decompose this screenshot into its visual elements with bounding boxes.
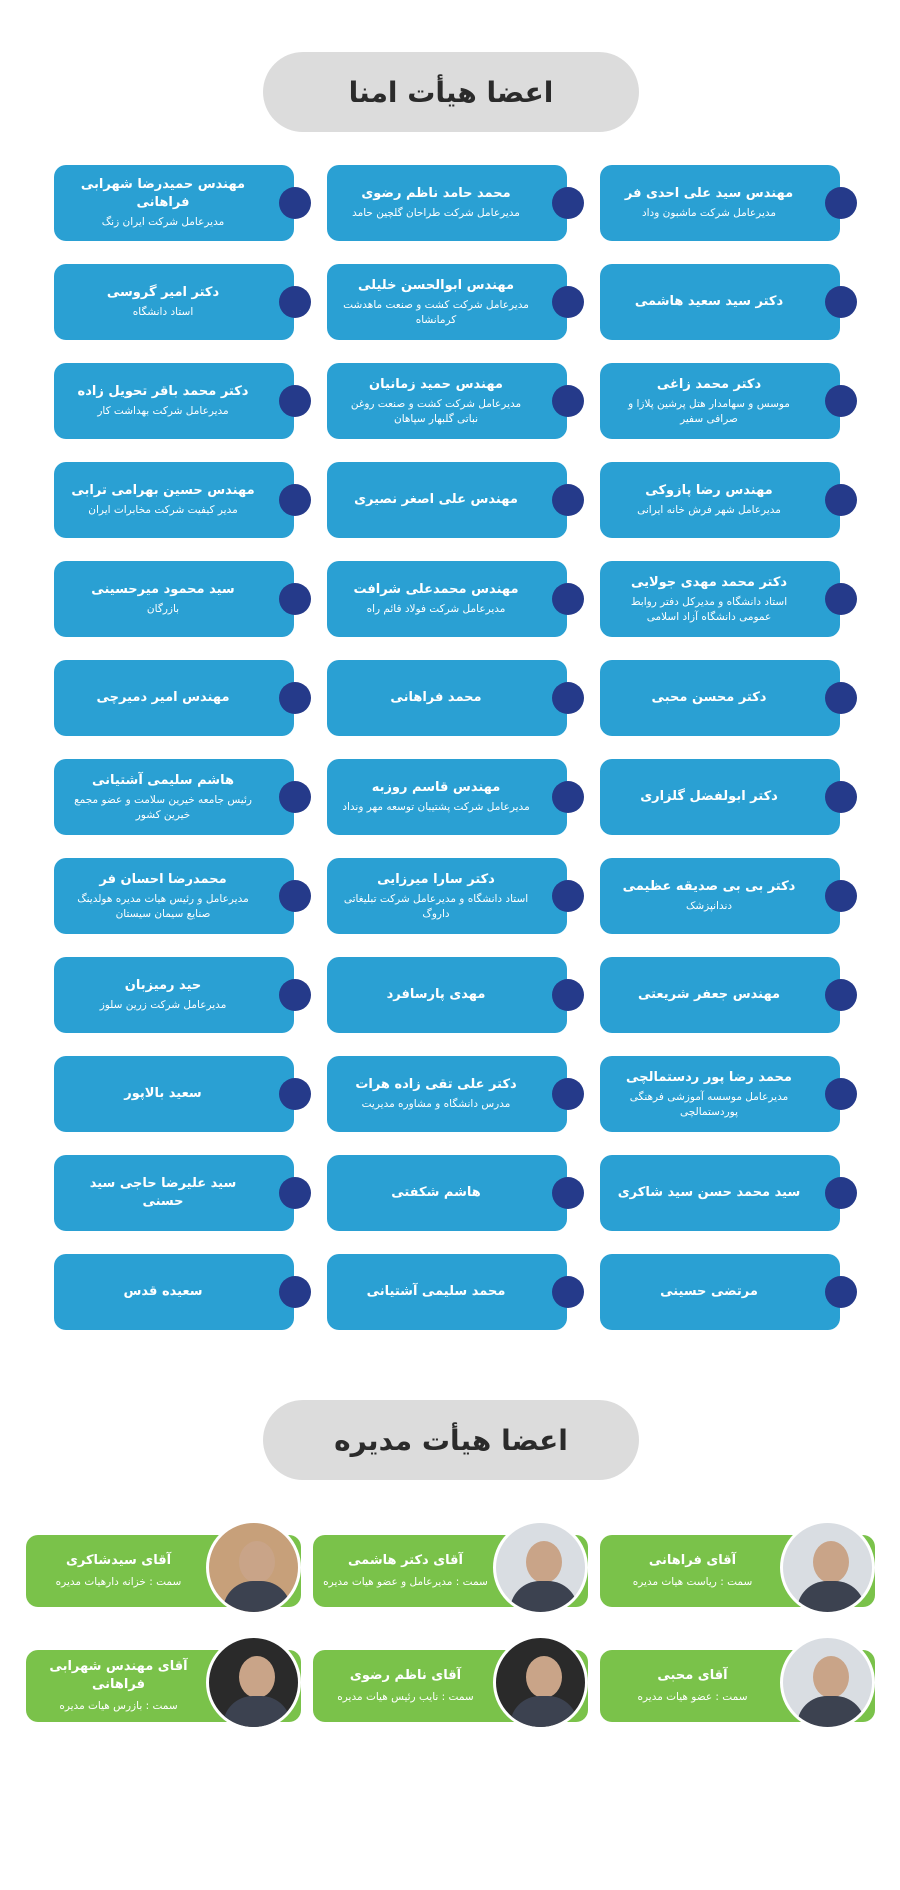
bullet-dot-icon: [552, 682, 584, 714]
board-member-name: آقای سیدشاکری: [65, 1553, 172, 1568]
trustee-name: محمد فراهانی: [390, 690, 482, 705]
bullet-dot-icon: [552, 385, 584, 417]
bullet-dot-icon: [825, 1177, 857, 1209]
trustee-card: [327, 561, 567, 637]
bullet-dot-icon: [279, 583, 311, 615]
trustee-card: [327, 858, 567, 934]
board-member-card: [313, 1635, 588, 1730]
trustee-role: مدیرعامل شرکت کشت و صنعت روغن نباتی گلبهار سپاهان: [350, 397, 522, 425]
board-member-card: [600, 1635, 875, 1730]
trustee-role: رئیس جامعه خیرین سلامت و عضو مجمع خیرین کشور: [74, 793, 252, 821]
bullet-dot-icon: [279, 880, 311, 912]
bullet-dot-icon: [279, 187, 311, 219]
bullet-dot-icon: [825, 385, 857, 417]
trustee-role: استاد دانشگاه و مدیرکل دفتر روابط عمومی دانشگاه آزاد اسلامی: [630, 595, 788, 623]
board-member-name: آقای دکتر هاشمی: [348, 1553, 463, 1568]
bullet-dot-icon: [825, 979, 857, 1011]
trustee-card: [54, 1254, 294, 1330]
board-member-name: آقای فراهانی: [648, 1553, 737, 1568]
board-member-card: [26, 1635, 301, 1730]
trustee-card: [54, 561, 294, 637]
trustee-card: [600, 363, 840, 439]
portrait-head-shape: [813, 1656, 849, 1698]
board-member-role: سمت : خزانه دارهیات مدیره: [55, 1576, 182, 1588]
trustee-name: دکتر علی تقی زاده هرات: [355, 1077, 517, 1092]
trustee-name: هاشم سلیمی آشتیانی: [92, 772, 234, 788]
board-member-photo: [493, 1635, 588, 1730]
portrait-body-shape: [223, 1581, 291, 1615]
trustee-card: [600, 759, 840, 835]
bullet-dot-icon: [279, 484, 311, 516]
bullet-dot-icon: [825, 286, 857, 318]
bullet-dot-icon: [552, 1177, 584, 1209]
trustee-name: محمد حامد ناظم رضوی: [361, 186, 511, 201]
board-member-photo: [206, 1520, 301, 1615]
bullet-dot-icon: [279, 979, 311, 1011]
bullet-dot-icon: [279, 1078, 311, 1110]
trustee-name: سید محمود میرحسینی: [91, 582, 235, 597]
board-member-photo: [206, 1635, 301, 1730]
trustee-role: استاد دانشگاه و مدیرعامل شرکت تبلیغاتی داروگ: [343, 892, 529, 920]
trustee-name: دکتر سارا میرزایی: [377, 871, 495, 887]
trustee-name: دکتر بی بی صدیقه عظیمی: [622, 879, 796, 894]
trustee-name: مهندس سید علی احدی فر: [624, 186, 794, 201]
board-member-name: آقای مهندس شهرابی فراهانی: [49, 1659, 188, 1692]
bullet-dot-icon: [552, 1078, 584, 1110]
portrait-head-shape: [526, 1541, 562, 1583]
trustee-card: [327, 462, 567, 538]
trustee-name: مهندس ابوالحسن خلیلی: [358, 277, 514, 293]
board-member-photo: [780, 1520, 875, 1615]
trustee-name: مرتضی حسینی: [660, 1284, 758, 1299]
trustee-role: مدیرعامل شرکت پشتیبان توسعه مهر ونداد: [342, 801, 530, 813]
bullet-dot-icon: [552, 484, 584, 516]
trustee-name: دکتر محسن محبی: [651, 690, 767, 705]
trustee-name: حید رمیزبان: [124, 978, 202, 993]
trustee-name: مهدی پارسافرد: [386, 987, 486, 1002]
trustee-card: [600, 858, 840, 934]
trustee-role: بازرگان: [146, 603, 180, 615]
trustee-role: مدیرعامل موسسه آموزشی فرهنگی پوردستمالچی: [629, 1090, 789, 1118]
bullet-dot-icon: [552, 187, 584, 219]
trustee-card: [600, 561, 840, 637]
trustee-card: [54, 858, 294, 934]
board-member-role: سمت : نایب رئیس هیات مدیره: [337, 1691, 474, 1703]
trustee-name: محمد سلیمی آشتیانی: [366, 1284, 506, 1299]
trustee-name: هاشم شکفتی: [391, 1185, 481, 1200]
trustee-name: دکتر محمد زاغی: [656, 376, 762, 392]
trustee-card: [327, 1056, 567, 1132]
trustee-name: مهندس حمید زمانیان: [369, 376, 503, 392]
trustee-name: محمدرضا احسان فر: [99, 871, 227, 887]
trustee-role: موسس و سهامدار هتل پرشین پلازا و صرافی سفیر: [628, 397, 790, 425]
trustee-name: دکتر امیر گروسی: [106, 285, 220, 300]
trustee-card: [54, 660, 294, 736]
bullet-dot-icon: [825, 583, 857, 615]
bullet-dot-icon: [279, 385, 311, 417]
trustee-card: [600, 1056, 840, 1132]
trustee-name: مهندس محمدعلی شرافت: [353, 582, 519, 597]
trustee-role: مدیرعامل شرکت زرین سلوز: [99, 999, 227, 1011]
trustee-name: دکتر سید سعید هاشمی: [634, 294, 784, 309]
bullet-dot-icon: [279, 286, 311, 318]
trustee-role: مدیرعامل شرکت کشت و صنعت ماهدشت کرمانشاه: [343, 298, 529, 326]
board-member-card: [600, 1520, 875, 1615]
trustee-name: سید علیرضا حاجی سید حسنی: [89, 1176, 237, 1209]
trustee-card: [600, 1155, 840, 1231]
trustee-card: [600, 462, 840, 538]
trustee-card: [600, 957, 840, 1033]
trustee-card: [327, 1254, 567, 1330]
bullet-dot-icon: [552, 781, 584, 813]
trustee-role: مدیرعامل شرکت ایران زنگ: [101, 216, 225, 228]
trustee-name: مهندس علی اصغر نصیری: [354, 492, 518, 507]
bullet-dot-icon: [825, 682, 857, 714]
board-member-card: [313, 1520, 588, 1615]
trustee-role: مدیرعامل شرکت ماشبون وداد: [641, 207, 777, 219]
board-member-photo: [780, 1635, 875, 1730]
trustee-card: [327, 264, 567, 340]
board-member-role: سمت : ریاست هیات مدیره: [632, 1576, 753, 1588]
bullet-dot-icon: [825, 880, 857, 912]
trustee-card: [54, 957, 294, 1033]
bullet-dot-icon: [279, 781, 311, 813]
trustee-card: [54, 1155, 294, 1231]
trustee-card: [54, 363, 294, 439]
bullet-dot-icon: [825, 187, 857, 219]
trustee-name: سید محمد حسن سید شاکری: [617, 1185, 801, 1200]
portrait-body-shape: [223, 1696, 291, 1730]
trustee-name: دکتر ابولفضل گلزاری: [640, 789, 778, 804]
board-member-role: سمت : عضو هیات مدیره: [637, 1691, 748, 1703]
trustee-name: محمد رضا پور ردستمالچی: [626, 1069, 792, 1085]
board-section-title: اعضا هیأت مدیره: [263, 1400, 639, 1480]
trustees-grid: [50, 165, 840, 1330]
trustee-name: دکتر محمد باقر تحویل زاده: [77, 384, 249, 399]
board-members-grid: [25, 1520, 875, 1730]
trustee-role: مدرس دانشگاه و مشاوره مدیریت: [361, 1098, 511, 1110]
trustee-card: [600, 165, 840, 241]
portrait-body-shape: [797, 1696, 865, 1730]
trustee-card: [600, 660, 840, 736]
trustee-role: مدیرعامل شرکت فولاد قائم راه: [366, 603, 506, 615]
bullet-dot-icon: [279, 682, 311, 714]
trustee-name: مهندس حسین بهرامی ترابی: [71, 483, 255, 498]
board-member-role: سمت : بازرس هیات مدیره: [59, 1700, 178, 1712]
trustee-card: [600, 264, 840, 340]
trustee-card: [54, 759, 294, 835]
portrait-head-shape: [239, 1541, 275, 1583]
bullet-dot-icon: [552, 583, 584, 615]
board-member-card: [26, 1520, 301, 1615]
trustee-card: [54, 1056, 294, 1132]
bullet-dot-icon: [552, 880, 584, 912]
trustee-card: [327, 363, 567, 439]
bullet-dot-icon: [825, 484, 857, 516]
trustee-card: [600, 1254, 840, 1330]
trustee-role: دندانپزشک: [685, 900, 733, 912]
portrait-head-shape: [813, 1541, 849, 1583]
trustee-role: مدیرعامل و رئیس هیات مدیره هولدینگ صنایع سیمان سیستان: [77, 892, 249, 920]
trustee-card: [327, 165, 567, 241]
portrait-body-shape: [797, 1581, 865, 1615]
trustee-card: [54, 264, 294, 340]
trustees-section-title: اعضا هیأت امنا: [263, 52, 639, 132]
trustee-role: مدیرعامل شرکت طراحان گلچین حامد: [352, 207, 520, 219]
bullet-dot-icon: [825, 781, 857, 813]
trustee-card: [327, 1155, 567, 1231]
bullet-dot-icon: [825, 1078, 857, 1110]
bullet-dot-icon: [279, 1177, 311, 1209]
trustee-card: [54, 462, 294, 538]
bullet-dot-icon: [825, 1276, 857, 1308]
trustee-name: مهندس امیر دمیرچی: [96, 690, 230, 705]
trustee-card: [327, 957, 567, 1033]
bullet-dot-icon: [552, 286, 584, 318]
portrait-head-shape: [239, 1656, 275, 1698]
bullet-dot-icon: [552, 1276, 584, 1308]
board-member-name: آقای محبی: [657, 1668, 728, 1683]
trustee-name: دکتر محمد مهدی جولایی: [630, 574, 788, 590]
trustee-card: [327, 660, 567, 736]
trustee-card: [327, 759, 567, 835]
trustee-role: مدیرعامل شرکت بهداشت کار: [97, 405, 229, 417]
trustee-name: مهندس حمیدرضا شهرابی فراهانی: [80, 177, 246, 210]
trustee-name: سعید بالاپور: [124, 1086, 202, 1101]
bullet-dot-icon: [552, 979, 584, 1011]
trustee-name: مهندس جعفر شریعتی: [637, 987, 781, 1002]
portrait-body-shape: [510, 1696, 578, 1730]
board-member-photo: [493, 1520, 588, 1615]
trustee-role: مدیر کیفیت شرکت مخابرات ایران: [88, 504, 238, 516]
trustee-name: مهندس قاسم روزبه: [371, 780, 501, 795]
portrait-body-shape: [510, 1581, 578, 1615]
trustee-role: استاد دانشگاه: [132, 306, 194, 318]
portrait-head-shape: [526, 1656, 562, 1698]
trustee-card: [54, 165, 294, 241]
bullet-dot-icon: [279, 1276, 311, 1308]
trustee-role: مدیرعامل شهر فرش خانه ایرانی: [637, 504, 781, 516]
trustee-name: مهندس رضا پازوکی: [645, 483, 773, 498]
trustee-name: سعیده قدس: [123, 1284, 203, 1299]
board-member-name: آقای ناظم رضوی: [349, 1668, 462, 1683]
board-member-role: سمت : مدیرعامل و عضو هیات مدیره: [323, 1576, 488, 1588]
